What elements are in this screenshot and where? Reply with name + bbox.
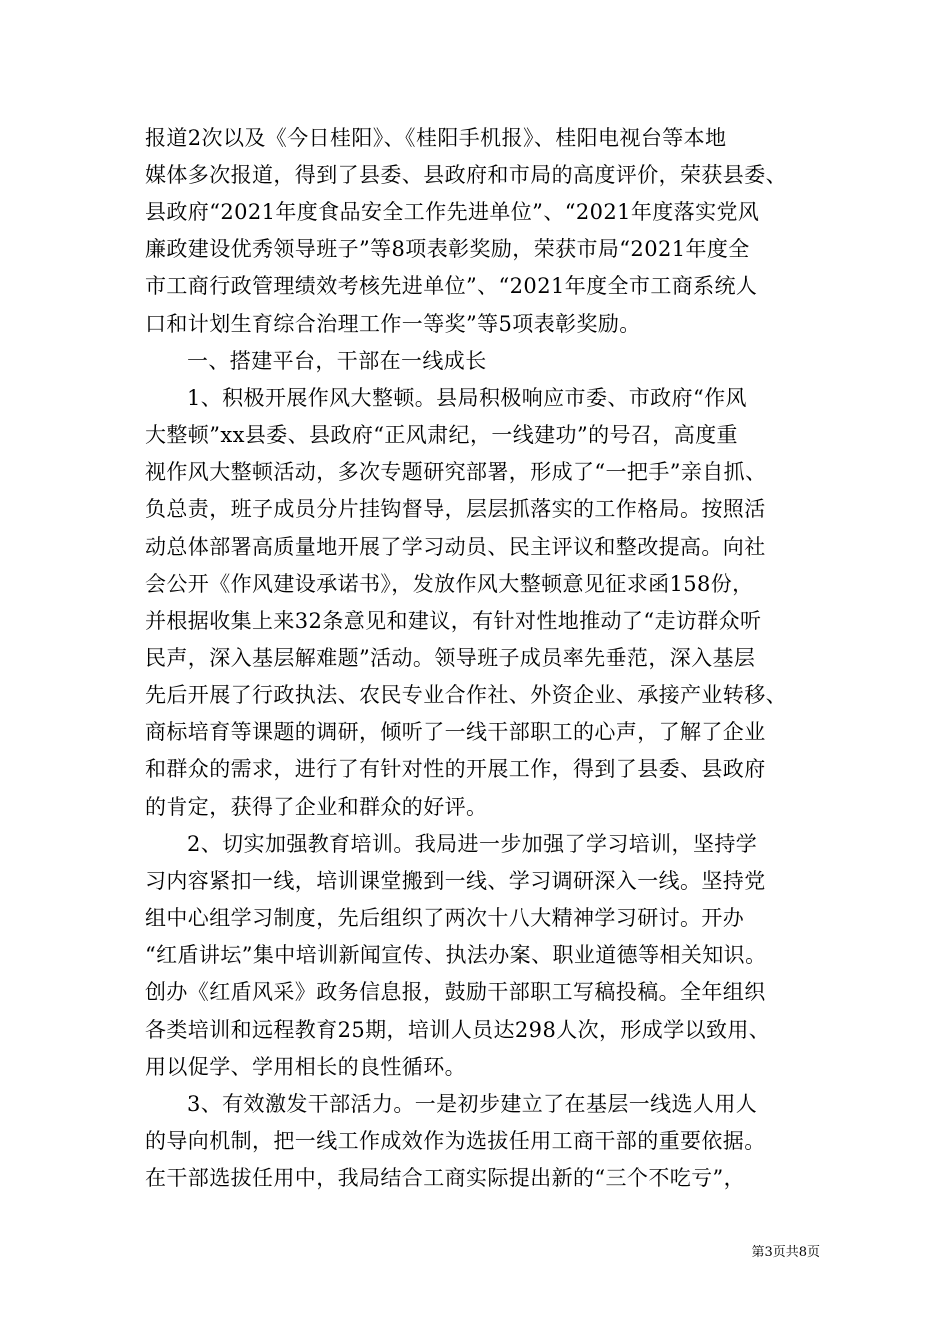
paragraph-line: 并根据收集上来32条意见和建议，有针对性地推动了“走访群众听	[145, 609, 762, 633]
paragraph-line: 在干部选拔任用中，我局结合工商实际提出新的“三个不吃亏”，	[145, 1166, 746, 1190]
paragraph-line: 组中心组学习制度，先后组织了两次十八大精神学习研讨。开办	[145, 906, 745, 930]
paragraph-line: 各类培训和远程教育25期，培训人员达298人次，形成学以致用、	[145, 1018, 771, 1042]
paragraph-line: 视作风大整顿活动，多次专题研究部署，形成了“一把手”亲自抓、	[145, 460, 767, 484]
paragraph-line: 口和计划生育综合治理工作一等奖”等5项表彰奖励。	[145, 312, 641, 336]
paragraph-line: 会公开《作风建设承诺书》，发放作风大整顿意见征求函158份，	[145, 572, 754, 596]
paragraph-line: 民声，深入基层解难题”活动。领导班子成员率先垂范，深入基层	[145, 646, 756, 670]
paragraph-line: 县政府“2021年度食品安全工作先进单位”、“2021年度落实党风	[145, 200, 760, 224]
paragraph-line: 的导向机制，把一线工作成效作为选拔任用工商干部的重要依据。	[145, 1129, 766, 1153]
page-number-footer: 第3页共8页	[751, 1245, 820, 1260]
paragraph-line: 商标培育等课题的调研，倾听了一线干部职工的心声，了解了企业	[145, 720, 766, 744]
paragraph-line: 习内容紧扣一线，培训课堂搬到一线、学习调研深入一线。坚持党	[145, 869, 766, 893]
paragraph-line: 的肯定，获得了企业和群众的好评。	[145, 795, 488, 819]
paragraph-line: 3、有效激发干部活力。一是初步建立了在基层一线选人用人	[187, 1092, 758, 1116]
paragraph-line: 报道2次以及《今日桂阳》、《桂阳手机报》、桂阳电视台等本地	[145, 126, 727, 150]
paragraph-line: 先后开展了行政执法、农民专业合作社、外资企业、承接产业转移、	[145, 683, 787, 707]
paragraph-line: “红盾讲坛”集中培训新闻宣传、执法办案、职业道德等相关知识。	[145, 943, 767, 967]
section-heading: 一、搭建平台，干部在一线成长	[187, 349, 487, 373]
paragraph-line: 廉政建设优秀领导班子”等8项表彰奖励，荣获市局“2021年度全	[145, 237, 750, 261]
paragraph-line: 动总体部署高质量地开展了学习动员、民主评议和整改提高。向社	[145, 535, 766, 559]
paragraph-line: 2、切实加强教育培训。我局进一步加强了学习培训，坚持学	[187, 832, 758, 856]
paragraph-line: 用以促学、学用相长的良性循环。	[145, 1055, 466, 1079]
paragraph-line: 大整顿”xx县委、县政府“正风肃纪，一线建功”的号召，高度重	[145, 423, 738, 447]
paragraph-line: 负总责，班子成员分片挂钩督导，层层抓落实的工作格局。按照活	[145, 497, 766, 521]
paragraph-line: 市工商行政管理绩效考核先进单位”、“2021年度全市工商系统人	[145, 274, 758, 298]
paragraph-line: 创办《红盾风采》政务信息报，鼓励干部职工写稿投稿。全年组织	[145, 980, 766, 1004]
paragraph-line: 媒体多次报道，得到了县委、县政府和市局的高度评价，荣获县委、	[145, 163, 787, 187]
paragraph-line: 1、积极开展作风大整顿。县局积极响应市委、市政府“作风	[187, 386, 747, 410]
paragraph-line: 和群众的需求，进行了有针对性的开展工作，得到了县委、县政府	[145, 757, 766, 781]
